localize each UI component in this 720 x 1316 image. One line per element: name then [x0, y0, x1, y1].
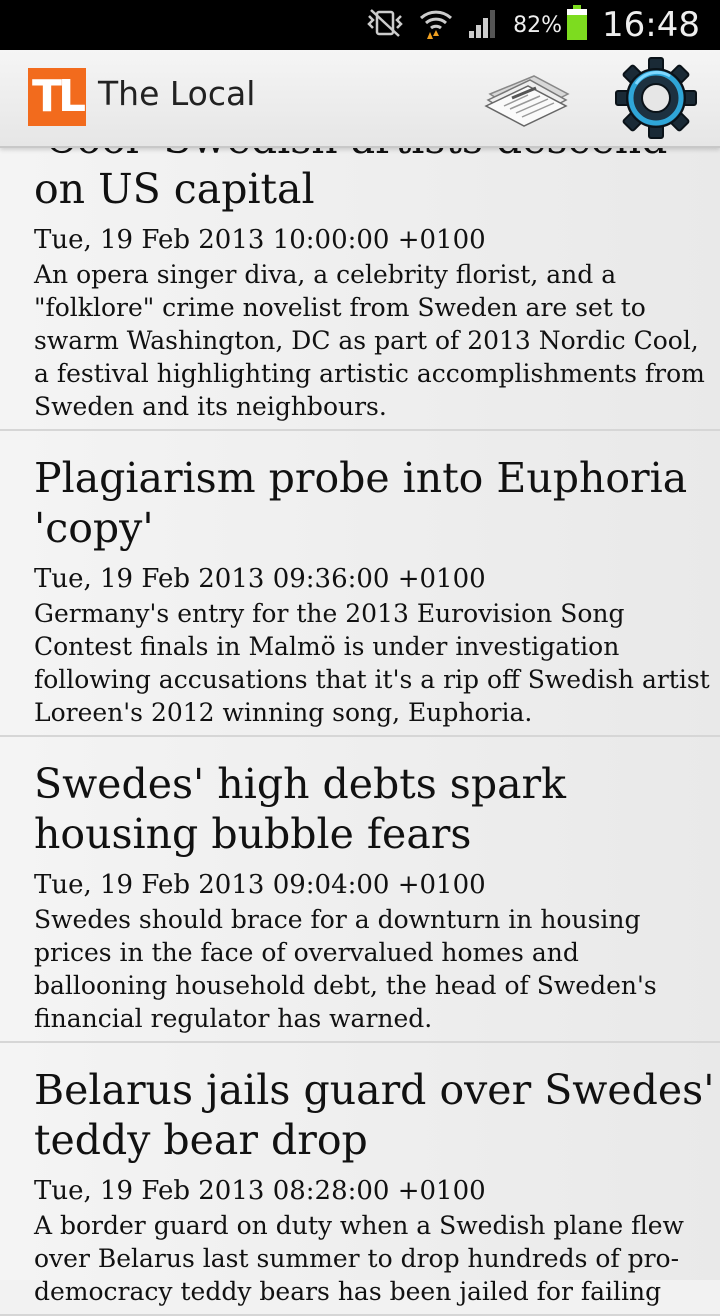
article-description: An opera singer diva, a celebrity florist, and a "folklore" crime novelist from Sweden are set to swarm Washington, DC as part of 2013 Nordic Cool, a festival highlighting artistic accomplishments from Sweden and its neighbours. — [34, 260, 705, 421]
mute-vibrate-icon — [365, 8, 405, 42]
app-logo[interactable]: TL — [28, 68, 86, 126]
app-title: The Local — [98, 74, 256, 113]
article-date: Tue, 19 Feb 2013 10:00:00 +0100 — [34, 225, 486, 255]
settings-button[interactable] — [612, 56, 700, 140]
gear-icon — [612, 125, 700, 144]
article-item[interactable] — [0, 737, 720, 1043]
article-date: Tue, 19 Feb 2013 09:04:00 +0100 — [34, 870, 486, 900]
article-description: Germany's entry for the 2013 Eurovision Song Contest finals in Malmö is under investigation following accusations that it's a rip off Swedish artist Loreen's 2012 winning song, Euphoria. — [34, 599, 710, 727]
article-list[interactable] — [0, 146, 720, 1306]
clock: 16:48 — [602, 5, 700, 45]
article-title: Swedes' high debts spark housing bubble fears — [34, 760, 566, 858]
signal-icon — [467, 7, 499, 43]
article-date: Tue, 19 Feb 2013 08:28:00 +0100 — [34, 1176, 486, 1206]
battery-icon — [566, 5, 588, 45]
article-description: A border guard on duty when a Swedish plane flew over Belarus last summer to drop hundreds of pro-democracy teddy bears has been jailed for failing — [34, 1211, 684, 1306]
article-item[interactable] — [0, 114, 720, 431]
article-item[interactable] — [0, 431, 720, 737]
wifi-icon — [419, 6, 453, 44]
battery-percent: 82% — [513, 12, 563, 38]
article-description: Swedes should brace for a downturn in housing prices in the face of overvalued homes and ballooning household debt, the head of Sweden's financial regulator has warned. — [34, 905, 657, 1033]
newspaper-icon — [484, 115, 572, 134]
news-button[interactable] — [484, 64, 572, 130]
status-bar — [0, 0, 720, 50]
article-title: Belarus jails guard over Swedes' teddy bear drop — [34, 1066, 715, 1164]
article-title: Plagiarism probe into Euphoria 'copy' — [34, 454, 688, 552]
article-date: Tue, 19 Feb 2013 09:36:00 +0100 — [34, 564, 486, 594]
action-bar — [0, 50, 720, 148]
article-item[interactable] — [0, 1043, 720, 1316]
article-title: on US capital — [34, 165, 315, 213]
